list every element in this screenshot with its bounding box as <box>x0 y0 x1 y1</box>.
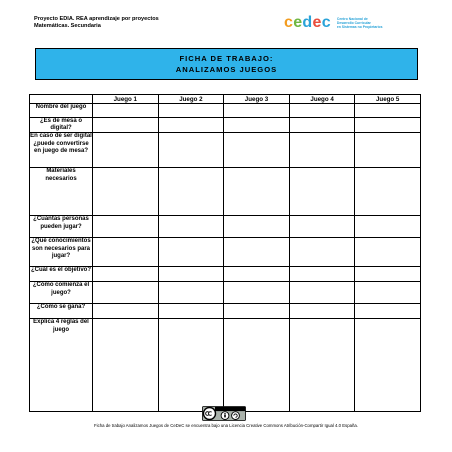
games-analysis-table <box>29 94 421 412</box>
answer-cell[interactable] <box>158 133 224 168</box>
table-row <box>30 267 421 282</box>
banner-title-line2: ANALIZAMOS JUEGOS <box>175 65 278 74</box>
table-header-cell: Juego 3 <box>224 95 290 104</box>
row-label: Nombre del juego <box>30 104 93 118</box>
answer-cell[interactable] <box>224 238 290 267</box>
cedec-logo-word <box>284 14 331 32</box>
answer-cell[interactable] <box>93 238 159 267</box>
row-label: Explica 4 reglas del juego <box>30 319 93 412</box>
answer-cell[interactable] <box>224 282 290 304</box>
answer-cell[interactable] <box>224 133 290 168</box>
answer-cell[interactable] <box>289 216 355 238</box>
answer-cell[interactable] <box>224 104 290 118</box>
answer-cell[interactable] <box>158 168 224 216</box>
answer-cell[interactable] <box>158 118 224 133</box>
answer-cell[interactable] <box>158 319 224 412</box>
answer-cell[interactable] <box>224 216 290 238</box>
logo-letter: c <box>284 14 294 31</box>
answer-cell[interactable] <box>224 304 290 319</box>
logo-sub-line: Desarrollo Curricular <box>336 20 371 25</box>
table-header-cell: Juego 4 <box>289 95 355 104</box>
row-label: ¿Qué conocimientos son necesarios para jugar? <box>30 238 93 267</box>
attribution-body-icon <box>224 415 226 418</box>
table-header-cell: Juego 2 <box>158 95 224 104</box>
share-alike-icon <box>232 412 240 420</box>
table-row <box>30 238 421 267</box>
answer-cell[interactable] <box>355 238 421 267</box>
answer-cell[interactable] <box>93 104 159 118</box>
answer-cell[interactable] <box>289 282 355 304</box>
answer-cell[interactable] <box>355 216 421 238</box>
answer-cell[interactable] <box>93 118 159 133</box>
table-row <box>30 319 421 412</box>
answer-cell[interactable] <box>355 267 421 282</box>
row-label: ¿Es de mesa o digital? <box>30 118 93 133</box>
header-line-subject: Matemáticas. Secundaria <box>34 23 101 29</box>
table-row <box>30 282 421 304</box>
row-label: ¿Cómo comienza el juego? <box>30 282 93 304</box>
table-header-cell: Juego 5 <box>355 95 421 104</box>
answer-cell[interactable] <box>93 282 159 304</box>
logo-letter: e <box>312 14 322 31</box>
answer-cell[interactable] <box>355 282 421 304</box>
answer-cell[interactable] <box>93 267 159 282</box>
answer-cell[interactable] <box>158 304 224 319</box>
banner-title-line1: FICHA DE TRABAJO: <box>179 54 274 63</box>
answer-cell[interactable] <box>158 238 224 267</box>
answer-cell[interactable] <box>289 133 355 168</box>
answer-cell[interactable] <box>289 168 355 216</box>
cedec-logo-subtitle <box>337 17 383 30</box>
logo-letter: e <box>293 14 303 31</box>
answer-cell[interactable] <box>289 267 355 282</box>
cc-by-sa-icon[interactable] <box>202 406 246 421</box>
header-line-project: Proyecto EDIA. REA aprendizaje por proyectos <box>34 16 159 22</box>
table-header-cell-empty <box>30 95 93 104</box>
table-header-row <box>30 95 421 104</box>
answer-cell[interactable] <box>93 133 159 168</box>
answer-cell[interactable] <box>289 304 355 319</box>
answer-cell[interactable] <box>355 319 421 412</box>
answer-cell[interactable] <box>289 238 355 267</box>
answer-cell[interactable] <box>93 304 159 319</box>
logo-letter: c <box>321 14 331 31</box>
worksheet-title-banner <box>35 48 418 80</box>
answer-cell[interactable] <box>224 267 290 282</box>
cedec-logo <box>284 14 383 32</box>
answer-cell[interactable] <box>158 216 224 238</box>
answer-cell[interactable] <box>224 168 290 216</box>
logo-sub-line: en Sistemas no Propietarios <box>336 25 383 30</box>
license-footer: Ficha de trabajo Analizamos Juegos de CeDeC se encuentra bajo una Licencia Creative Commons Atribución-Compartir Igual 4.0 España. <box>94 423 358 428</box>
answer-cell[interactable] <box>355 118 421 133</box>
row-label: ¿Cuál es el objetivo? <box>30 267 93 282</box>
row-label: Materiales necesarios <box>30 168 93 216</box>
table-row <box>30 133 421 168</box>
answer-cell[interactable] <box>158 104 224 118</box>
table-row <box>30 304 421 319</box>
answer-cell[interactable] <box>224 118 290 133</box>
answer-cell[interactable] <box>289 118 355 133</box>
answer-cell[interactable] <box>224 319 290 412</box>
logo-sub-line: Centro Nacional de <box>336 16 368 21</box>
table-row <box>30 104 421 118</box>
row-label: ¿Cuántas personas pueden jugar? <box>30 216 93 238</box>
document-header <box>34 16 159 30</box>
answer-cell[interactable] <box>93 168 159 216</box>
row-label: ¿Cómo se gana? <box>30 304 93 319</box>
answer-cell[interactable] <box>289 319 355 412</box>
license-badge-strip <box>215 407 245 411</box>
table-header-cell: Juego 1 <box>93 95 159 104</box>
answer-cell[interactable] <box>355 168 421 216</box>
answer-cell[interactable] <box>289 104 355 118</box>
answer-cell[interactable] <box>355 104 421 118</box>
row-label: En caso de ser digital ¿puede convertirse en juego de mesa? <box>30 133 93 168</box>
answer-cell[interactable] <box>355 133 421 168</box>
answer-cell[interactable] <box>355 304 421 319</box>
answer-cell[interactable] <box>93 216 159 238</box>
answer-cell[interactable] <box>158 267 224 282</box>
table-row <box>30 118 421 133</box>
table-row <box>30 216 421 238</box>
logo-letter: d <box>302 14 313 31</box>
table-row <box>30 168 421 216</box>
answer-cell[interactable] <box>158 282 224 304</box>
attribution-head-icon <box>224 413 226 415</box>
answer-cell[interactable] <box>93 319 159 412</box>
